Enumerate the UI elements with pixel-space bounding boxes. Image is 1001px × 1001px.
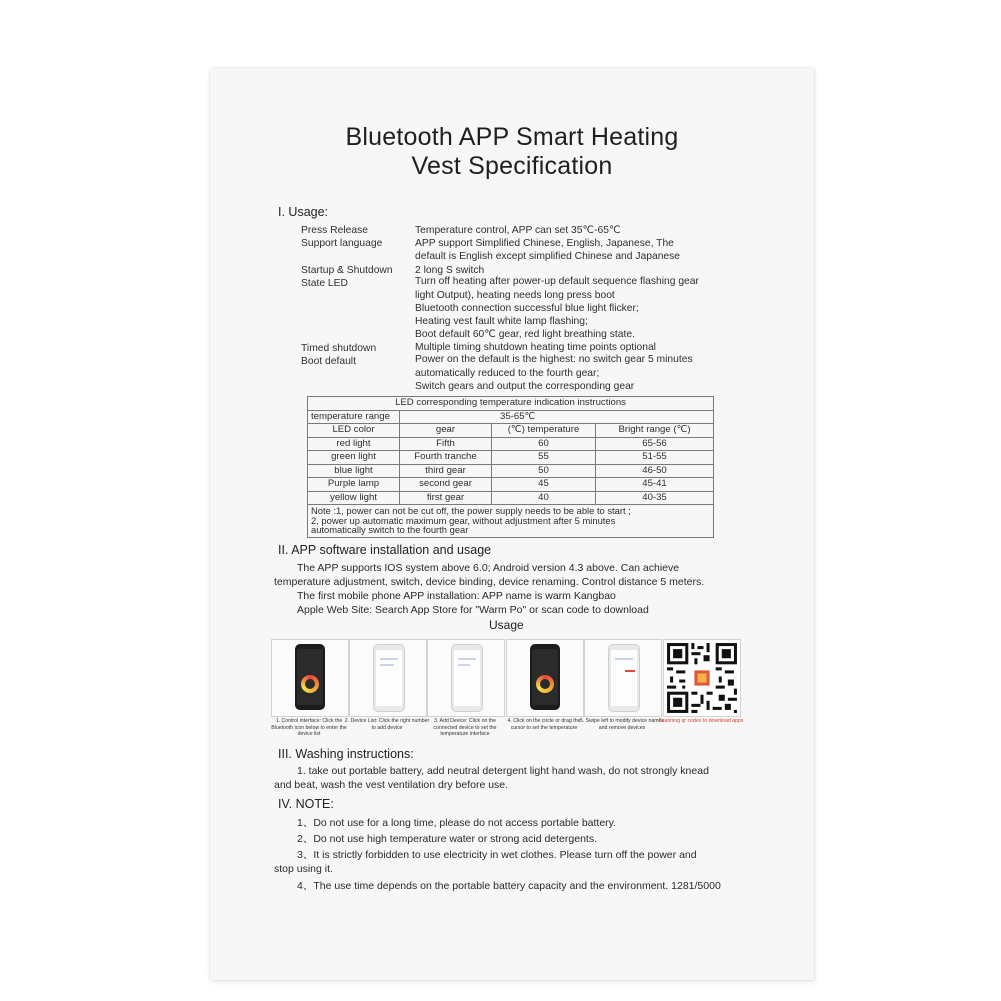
phone-icon bbox=[608, 644, 640, 712]
app-line: The APP supports IOS system above 6.0; Android version 4.3 above. Can achieve bbox=[297, 562, 680, 574]
qr-code-icon bbox=[664, 640, 740, 716]
caption-device-list: 2. Device List: Click the right number to add device bbox=[344, 718, 430, 731]
table-header-row bbox=[308, 424, 714, 438]
table-cell: green light bbox=[308, 451, 400, 465]
table-cell: Purple lamp bbox=[308, 478, 400, 492]
note-item: 1、Do not use for a long time, please do not access portable battery. bbox=[297, 817, 617, 829]
washing-line: and beat, wash the vest ventilation dry before use. bbox=[274, 779, 509, 791]
table-cell: first gear bbox=[400, 491, 492, 505]
usage-text: Turn off heating after power-up default sequence flashing gear bbox=[415, 276, 699, 287]
section-usage-heading: I. Usage: bbox=[278, 205, 329, 219]
caption-set-temperature: 4. Click on the circle or drag the cursor to set the temperature bbox=[507, 718, 581, 731]
caption-rename-device: 5. Swipe left to modify device names and remove devices bbox=[579, 718, 665, 731]
screenshot-rename-device bbox=[584, 639, 662, 717]
usage-label: Support language bbox=[301, 238, 383, 249]
temperature-dial-icon bbox=[301, 675, 319, 693]
table-row bbox=[308, 478, 714, 492]
usage-text: Temperature control, APP can set 35℃-65℃ bbox=[415, 225, 621, 236]
screenshot-set-temperature bbox=[506, 639, 584, 717]
usage-text: 2 long S switch bbox=[415, 265, 485, 276]
screenshot-device-list bbox=[349, 639, 427, 717]
phone-icon bbox=[530, 644, 560, 710]
table-header: Bright range (℃) bbox=[596, 424, 714, 438]
range-label: temperature range bbox=[308, 410, 400, 424]
usage-subheading: Usage bbox=[489, 618, 524, 632]
table-cell: second gear bbox=[400, 478, 492, 492]
usage-label: Timed shutdown bbox=[301, 343, 377, 354]
table-cell: 40-35 bbox=[596, 491, 714, 505]
section-app-heading: II. APP software installation and usage bbox=[278, 543, 492, 557]
usage-text: Switch gears and output the corresponding gear bbox=[415, 381, 635, 392]
note-item: 4、The use time depends on the portable battery capacity and the environment. 1281/5000 bbox=[297, 880, 721, 892]
led-table-caption: LED corresponding temperature indication instructions bbox=[308, 397, 714, 411]
usage-text: Heating vest fault white lamp flashing; bbox=[415, 316, 588, 327]
table-cell: 45 bbox=[492, 478, 596, 492]
note-item: 3、It is strictly forbidden to use electricity in wet clothes. Please turn off the power and bbox=[297, 849, 697, 861]
table-cell: yellow light bbox=[308, 491, 400, 505]
note-line: Note :1, power can not be cut off, the power supply needs to be able to start ; bbox=[311, 505, 631, 516]
qr-code bbox=[663, 639, 741, 717]
usage-text: Power on the default is the highest: no switch gear 5 minutes bbox=[415, 354, 693, 365]
note-line: 2, power up automatic maximum gear, without adjustment after 5 minutes bbox=[311, 514, 616, 526]
temperature-dial-icon bbox=[536, 675, 554, 693]
table-note bbox=[308, 505, 714, 538]
table-cell: 51-55 bbox=[596, 451, 714, 465]
usage-text: light Output), heating needs long press boot bbox=[415, 290, 615, 301]
spec-sheet bbox=[210, 68, 814, 980]
phone-icon bbox=[451, 644, 483, 712]
table-cell: 60 bbox=[492, 437, 596, 451]
table-header: LED color bbox=[308, 424, 400, 438]
usage-label: Startup & Shutdown bbox=[301, 265, 393, 276]
note-item: 2、Do not use high temperature water or strong acid detergents. bbox=[297, 833, 597, 845]
table-cell: 50 bbox=[492, 464, 596, 478]
table-cell: 65-56 bbox=[596, 437, 714, 451]
screenshot-control-interface bbox=[271, 639, 349, 717]
table-cell: third gear bbox=[400, 464, 492, 478]
table-cell: 46-50 bbox=[596, 464, 714, 478]
usage-text: Bluetooth connection successful blue light flicker; bbox=[415, 303, 639, 314]
table-row bbox=[308, 491, 714, 505]
caption-control-interface: 1. Control interface: Click the Bluetooth icon below to enter the device list bbox=[271, 718, 347, 738]
table-cell: 45-41 bbox=[596, 478, 714, 492]
led-table bbox=[307, 396, 714, 538]
table-cell: 55 bbox=[492, 451, 596, 465]
phone-icon bbox=[373, 644, 405, 712]
usage-text: default is English except simplified Chinese and Japanese bbox=[415, 251, 681, 262]
caption-qr-download: Scanning qr codes to download apps bbox=[658, 718, 744, 724]
washing-line: 1. take out portable battery, add neutral detergent light hand wash, do not strongly knead bbox=[297, 765, 709, 777]
screenshot-add-device bbox=[427, 639, 505, 717]
usage-label: Boot default bbox=[301, 356, 356, 367]
title-line-1: Bluetooth APP Smart Heating bbox=[345, 123, 679, 151]
usage-label: Press Release bbox=[301, 225, 368, 236]
table-cell: Fourth tranche bbox=[400, 451, 492, 465]
note-line: automatically switch to the fourth gear bbox=[311, 524, 469, 535]
table-row bbox=[308, 451, 714, 465]
usage-label: State LED bbox=[301, 278, 348, 289]
table-cell: blue light bbox=[308, 464, 400, 478]
usage-text: Multiple timing shutdown heating time points optional bbox=[415, 342, 656, 353]
table-row bbox=[308, 437, 714, 451]
note-item: stop using it. bbox=[274, 863, 333, 875]
phone-icon bbox=[295, 644, 325, 710]
section-note-heading: IV. NOTE: bbox=[278, 797, 334, 811]
app-line: temperature adjustment, switch, device binding, device renaming. Control distance 5 meters. bbox=[274, 576, 705, 588]
caption-add-device: 3. Add Device: Click on the connected device to set the temperature interface bbox=[433, 718, 497, 738]
title-line-2: Vest Specification bbox=[411, 152, 613, 180]
app-line: The first mobile phone APP installation: APP name is warm Kangbao bbox=[297, 590, 616, 602]
table-header: gear bbox=[400, 424, 492, 438]
section-washing-heading: III. Washing instructions: bbox=[278, 747, 414, 761]
table-row bbox=[308, 464, 714, 478]
table-cell: Fifth bbox=[400, 437, 492, 451]
table-header: (℃) temperature bbox=[492, 424, 596, 438]
app-line: Apple Web Site: Search App Store for "Warm Po" or scan code to download bbox=[297, 604, 649, 616]
usage-text: Boot default 60℃ gear, red light breathing state. bbox=[415, 329, 635, 340]
table-cell: 40 bbox=[492, 491, 596, 505]
table-cell: red light bbox=[308, 437, 400, 451]
range-value: 35-65℃ bbox=[400, 410, 714, 424]
usage-text: APP support Simplified Chinese, English, Japanese, The bbox=[415, 238, 674, 249]
usage-text: automatically reduced to the fourth gear; bbox=[415, 368, 600, 379]
